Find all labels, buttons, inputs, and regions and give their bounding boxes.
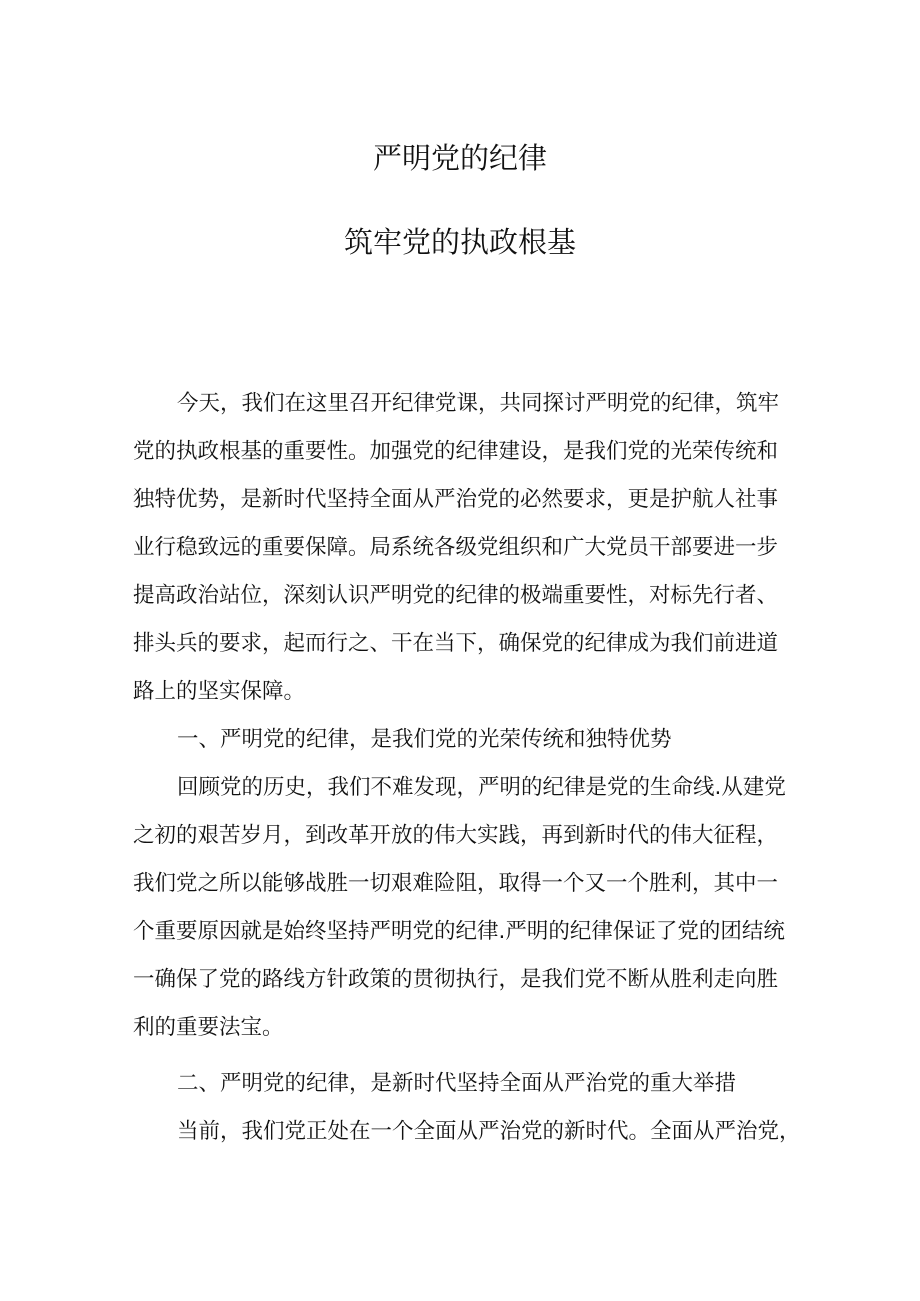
paragraph-history — [133, 764, 793, 1052]
text-line: 排头兵的要求，起而行之、干在当下，确保党的纪律成为我们前进道 — [133, 631, 779, 656]
text-line: 提高政治站位，深刻认识严明党的纪律的极端重要性，对标先行者、 — [133, 583, 779, 608]
text-line: 一确保了党的路线方针政策的贯彻执行，是我们党不断从胜利走向胜 — [133, 967, 779, 992]
text-line: 业行稳致远的重要保障。局系统各级党组织和广大党员干部要进一步 — [133, 535, 779, 560]
text-line: 之初的艰苦岁月，到改革开放的伟大实践，再到新时代的伟大征程， — [133, 823, 779, 848]
text-line: 我们党之所以能够战胜一切艰难险阻，取得一个又一个胜利，其中一 — [133, 871, 779, 896]
section-heading-2: 二、严明党的纪律，是新时代坚持全面从严治党的重大举措 — [177, 1071, 737, 1096]
text-line: 当前，我们党正处在一个全面从严治党的新时代。全面从严治党， — [177, 1119, 801, 1144]
document-body — [133, 380, 801, 1156]
text-line: 回顾党的历史，我们不难发现，严明的纪律是党的生命线.从建党 — [177, 775, 786, 800]
document-title-line-1: 严明党的纪律 — [372, 141, 547, 175]
text-line: 今天，我们在这里召开纪律党课，共同探讨严明党的纪律，筑牢 — [177, 391, 780, 416]
document-title-line-2: 筑牢党的执政根基 — [343, 225, 576, 259]
paragraph-intro — [133, 380, 793, 716]
text-line: 党的执政根基的重要性。加强党的纪律建设，是我们党的光荣传统和 — [133, 439, 779, 464]
text-line: 个重要原因就是始终坚持严明党的纪律.严明的纪律保证了党的团结统 — [133, 919, 785, 944]
text-line: 独特优势，是新时代坚持全面从严治党的必然要求，更是护航人社事 — [133, 487, 779, 512]
text-line: 利的重要法宝。 — [133, 1015, 284, 1040]
paragraph-current — [133, 1108, 801, 1156]
text-line: 路上的坚实保障。 — [133, 679, 306, 704]
section-heading-1: 一、严明党的纪律，是我们党的光荣传统和独特优势 — [177, 727, 672, 752]
